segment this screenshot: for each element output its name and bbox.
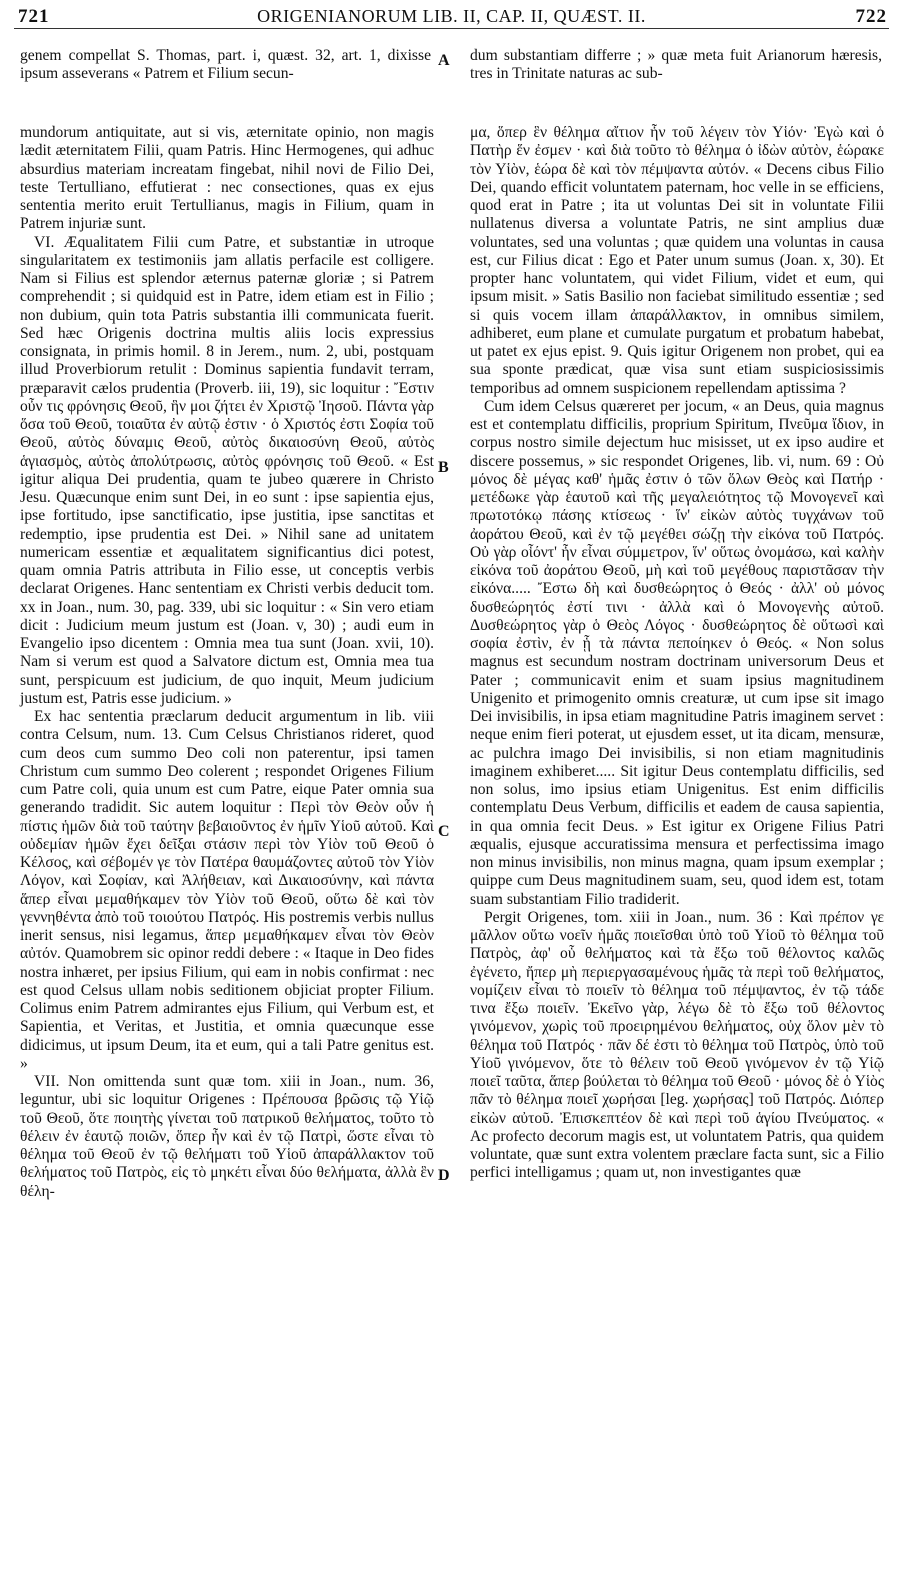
running-header — [14, 2, 889, 28]
header-rule — [14, 28, 889, 29]
margin-marker-b: B — [438, 459, 449, 476]
page-number-right: 722 — [855, 6, 887, 27]
left-column — [20, 124, 434, 1201]
top-block-left — [20, 47, 431, 84]
page-number-left: 721 — [18, 6, 50, 27]
paragraph: mundorum antiquitate, aut si vis, æternitate opinio, non magis lædit æternitatem Filii, quam Patris. Hinc Hermogenes, qui adhuc absurdius materiam increatam fingebat, nihil novi de Filio Dei, teste Tertulliano, effutierat : nec consectiones, quas ex ejus sententia merito eruit Tertullianus, magis in Filium, quam in Patrem injuriæ sunt. — [20, 124, 434, 233]
paragraph: Pergit Origenes, tom. xiii in Joan., num. 36 : Καὶ πρέπον γε μᾶλλον οὕτω νοεῖν ἡμᾶς ποιεῖσθαι ὑπὸ τοῦ Υἱοῦ τὸ θέλημα τοῦ Πατρὸς, ἀφ' οὗ θελήματος καὶ τὰ ἔξω τοῦ θέλοντος καλῶς ἐγένετο, ἤπερ μὴ περιεργασαμένους ἡμᾶς τὰ περὶ τοῦ θελήματος, νομίζειν εἶναι τὸ ποιεῖν τὸ θέλημα τοῦ πέμψαντος, ἐν τῷ τάδε τινα ἔξω ποιεῖν. Ἐκεῖνο γὰρ, λέγω δὲ τὸ ἔξω τοῦ θέλοντος γινόμενον, χωρὶς τοῦ προειρημένου θελήματος, οὐχ ὅλον μὲν τὸ θέλημα τοῦ Πατρός · πᾶν δέ ἐστι τὸ θέλημα τοῦ Πατρὸς, ὑπὸ τοῦ Υἱοῦ γινόμενον, ὅτε τὸ θέλειν τοῦ Θεοῦ γινόμενον ἐν τῷ Υἱῷ ποιεῖ ταῦτα, ἅπερ βούλεται τὸ θέλημα τοῦ Θεοῦ · μόνος δὲ ὁ Υἱὸς πᾶν τὸ θέλημα ποιεῖ χωρήσαι [leg. χωρήσας] τοῦ Πατρός. Διόπερ εἰκὼν αὐτοῦ. Ἐπισκεπτέον δὲ καὶ περὶ τοῦ ἁγίου Πνεύματος. « Ac profecto decorum magis est, ut voluntatem Patris, qua quidem voluntate, quæ sunt extra volentem præclare facta sunt, sic a Filio perfici intelligamus ; quam ut, non investigantes quæ — [470, 908, 884, 1182]
paragraph: μα, ὅπερ ἓν θέλημα αἴτιον ἦν τοῦ λέγειν τὸν Υἱόν· Ἐγὼ καὶ ὁ Πατὴρ ἕν ἐσμεν · καὶ διὰ τοῦτο τὸ θέλημα ὁ ἰδὼν αὐτὸν, ἑώρακε τὸν Υἱὸν, ἑώρα δὲ καὶ τὸν πέμψαντα αὐτόν. « Decens cibus Filio Dei, quando efficit voluntatem paternam, hoc velle in se efficiens, quod erat in Patre ; ita ut voluntas Dei sit in voluntate Filii nullatenus diversa a voluntate Patris, ne sint amplius duæ voluntates, sed una voluntas ; quæ quidem una voluntas in causa est, cur Filius dicat : Ego et Pater unum sumus (Joan. x, 30). Et propter hanc voluntatem, qui videt Filium, videt et eum, qui ipsum misit. » Satis Basilio non faciebat similitudo essentiæ ; sed si quis vocem illam ἀπαράλλακτον, in omnibus similem, adhiberet, eum plane et cumulate purgatum et probatum habebat, ut patet ex ejus epist. 9. Quis igitur Origenem non probet, qui ea sua sponte prædicat, quæ visa sunt etiam suspiciosissimis temporibus ad omnem suspicionem repellendam aptissima ? — [470, 124, 884, 397]
paragraph: genem compellat S. Thomas, part. i, quæst. 32, art. 1, dixisse ipsum asseverans « Patrem et Filium secun- — [20, 47, 431, 83]
paragraph: Ex hac sententia præclarum deducit argumentum in lib. viii contra Celsum, num. 13. Cum Celsus Christianos rideret, quod cum deos cum summo Deo coli non paterentur, ipsi tamen Christum cum summo Deo colerent ; respondet Origenes Filium cum Patre coli, quia unum est cum Patre, eique Pater omnia sua generando tradidit. Sic autem loquitur : Περὶ τὸν Θεὸν οὖν ἡ πίστις ἡμῶν διὰ τοῦ ταύτην βεβαιοῦντος ἐν ἡμῖν Υἱοῦ αὐτοῦ. Καὶ οὐδεμίαν ἡμῶν ἔχει δεῖξαι στάσιν περὶ τὸν Υἱὸν τοῦ Θεοῦ ὁ Κέλσος, καὶ σέβομέν γε τὸν Πατέρα θαυμάζοντες αὐτοῦ τὸν Υἱὸν Λόγον, καὶ Σοφίαν, καὶ Ἀλήθειαν, καὶ Δικαιοσύνην, καὶ πάντα ἅπερ εἶναι μεμαθήκαμεν τὸν Υἱὸν τοῦ Θεοῦ, οὕτω δὲ καὶ τὸν γεννηθέντα ἀπὸ τοῦ τοιούτου Πατρός. His postremis verbis nullus inerit sensus, nisi legamus, ἅπερ μεμαθήκαμεν εἶναι τὸν Θεὸν αὐτόν. Quamobrem sic opinor reddi debere : « Itaque in Deo fides nostra inhæret, per ipsius Filium, qui eam in nobis confirmat : nec est quod Celsus ullam nobis seditionem objiciat propter Filium. Colimus enim Patrem admirantes ejus Filium, qui Verbum est, et Sapientia, et Veritas, et Justitia, et omnia quæcunque esse didicimus, ut ipsum Deum, ita et eum, qui a tali Patre genitus est. » — [20, 708, 434, 1072]
margin-marker-c: C — [438, 823, 450, 840]
margin-marker-a: A — [438, 52, 450, 69]
paragraph: Cum idem Celsus quæreret per jocum, « an Deus, quia magnus est et contemplatu difficilis, proprium Spiritum, Πνεῦμα ἴδιον, in corpus nostro simile dejectum huc misisset, ut ex ipso audire et discere possemus, » sic respondet Origenes, lib. vi, num. 69 : Οὐ μόνος δὲ μέγας καθ' ἡμᾶς ἐστιν ὁ τῶν ὅλων Θεὸς καὶ Πατήρ · μετέδωκε γὰρ ἑαυτοῦ καὶ τῆς μεγαλειότητος τῷ Μονογενεῖ καὶ πρωτοτόκῳ πάσης κτίσεως · ἵν' εἰκὼν αὐτὸς τυγχάνων τοῦ ἀοράτου Θεοῦ, καὶ ἐν τῷ μεγέθει σώζῃ τὴν εἰκόνα τοῦ Πατρός. Οὐ γὰρ οἷόντ' ἦν εἶναι σύμμετρον, ἵν' οὕτως ὀνομάσω, καὶ καλὴν εἰκόνα τοῦ ἀοράτου Θεοῦ, μὴ καὶ τοῦ μεγέθους παριστᾶσαν τὴν εἰκόνα..... Ἔστω δὴ καὶ δυσθεώρητος ὁ Θεός · ἀλλ' οὐ μόνος δυσθεώρητός ἐστί τινι · ἀλλὰ καὶ ὁ Μονογενὴς αὐτοῦ. Δυσθεώρητος γὰρ ὁ Θεὸς Λόγος · δυσθεώρητος δὲ οὕτωσὶ καὶ σοφία ἐστὶν, ἐν ᾗ τὰ πάντα πεποίηκεν ὁ Θεός. « Non solus magnus est secundum nostram doctrinam universorum Deus et Pater ; communicavit enim et suam ipsius magnitudinem Unigenito et primogenito omnis creaturæ, ut cum ipse sit imago Dei invisibilis, in ipsa etiam magnitudine Patris imaginem servet : neque enim fieri poterat, ut ejusdem esset, ut ita dicam, mensuræ, ac pulchra imago Dei invisibilis, si non etiam magnitudinis imaginem exhiberet..... Sit igitur Deus contemplatu difficilis, sed non solus, imo ipsius etiam Unigenitus. Est enim difficilis contemplatu Deus Verbum, difficilis et eadem de causa sapientia, in qua omnia fecit Deus. » Est igitur ex Origene Filius Patri æqualis, ejusque accuratissima mensura et perfectissima imago non minus invisibilis, non minus magna, quam ipsum exemplar ; quippe cum Deus magnitudinem suam, seu, quod idem est, totam suam substantiam Filio tradiderit. — [470, 397, 884, 908]
paragraph: VII. Non omittenda sunt quæ tom. xiii in Joan., num. 36, leguntur, ubi sic loquitur Origenes : Πρέπουσα βρῶσις τῷ Υἱῷ τοῦ Θεοῦ, ὅτε ποιητὴς γίνεται τοῦ πατρικοῦ θελήματος, τοῦτο τὸ θέλειν ἐν ἑαυτῷ ποιῶν, ὅπερ ἦν καὶ ἐν τῷ Πατρὶ, ὥστε εἶναι τὸ θέλημα τοῦ Θεοῦ ἐν τῷ θελήματι τοῦ Υἱοῦ ἀπαράλλακτον τοῦ θελήματος τοῦ Πατρὸς, εἰς τὸ μηκέτι εἶναι δύο θελήματα, ἀλλὰ ἓν θέλη- — [20, 1073, 434, 1200]
running-title: ORIGENIANORUM LIB. II, CAP. II, QUÆST. II. — [257, 6, 646, 26]
right-column — [470, 124, 884, 1183]
margin-marker-d: D — [438, 1167, 450, 1184]
top-block-right — [470, 47, 882, 84]
paragraph: dum substantiam differre ; » quæ meta fuit Arianorum hæresis, tres in Trinitate naturas ac sub- — [470, 47, 882, 83]
paragraph: VI. Æqualitatem Filii cum Patre, et substantiæ in utroque singularitatem ex testimoniis jam allatis perfacile est colligere. Nam si Filius est splendor æternus paternæ gloriæ ; si Patrem comprehendit ; si quidquid est in Patre, idem etiam est in Filio ; non dubium, quin tota Patris substantia illi communicata fuerit. Sed hæc Origenis doctrina multis aliis locis expressius consignata, in primis homil. 8 in Jerem., num. 2, ubi, postquam illud Proverbiorum retulit : Dominus sapientia fundavit terram, præparavit cælos prudentia (Proverb. iii, 19), sic loquitur : Ἔστιν οὖν τις φρόνησις Θεοῦ, ἣν μοι ζήτει ἐν Χριστῷ Ἰησοῦ. Πάντα γὰρ ὅσα τοῦ Θεοῦ, τοιαῦτα ἐν αὐτῷ ἐστιν · ὁ Χριστός ἐστι Σοφία τοῦ Θεοῦ, αὐτὸς δύναμις Θεοῦ, αὐτὸς δικαιοσύνη Θεοῦ, αὐτὸς ἁγιασμὸς, αὐτὸς ἀπολύτρωσις, αὐτὸς φρόνησις τοῦ Θεοῦ. « Est igitur aliqua Dei prudentia, quam te jubeo quærere in Christo Jesu. Quæcunque enim sunt Dei, in eo sunt : ipse sapientia ejus, ipse fortitudo, ipse sanctificatio, ipse justitia, ipse sanctitas et redemptio, ipse prudentia est Dei. » Nihil sane ad unitatem numericam essentiæ et æqualitatem significantius dici potest, quam omnia Patris attributa in Filio esse, ut conceptis verbis declarat Origenes. Hanc sententiam ex Christi verbis deducit tom. xx in Joan., num. 30, pag. 339, ubi sic loquitur : « Sin vero etiam dicit : Judicium meum justum est (Joan. v, 30) ; audi eum in Evangelio ipso dicentem : Omnia mea tua sunt (Joan. xvii, 10). Nam si verum est quod a Salvatore dictum est, Omnia mea tua sunt, perspicuum est judicium, de quo inquit, Meum judicium justum est, Patris esse judicium. » — [20, 233, 434, 707]
